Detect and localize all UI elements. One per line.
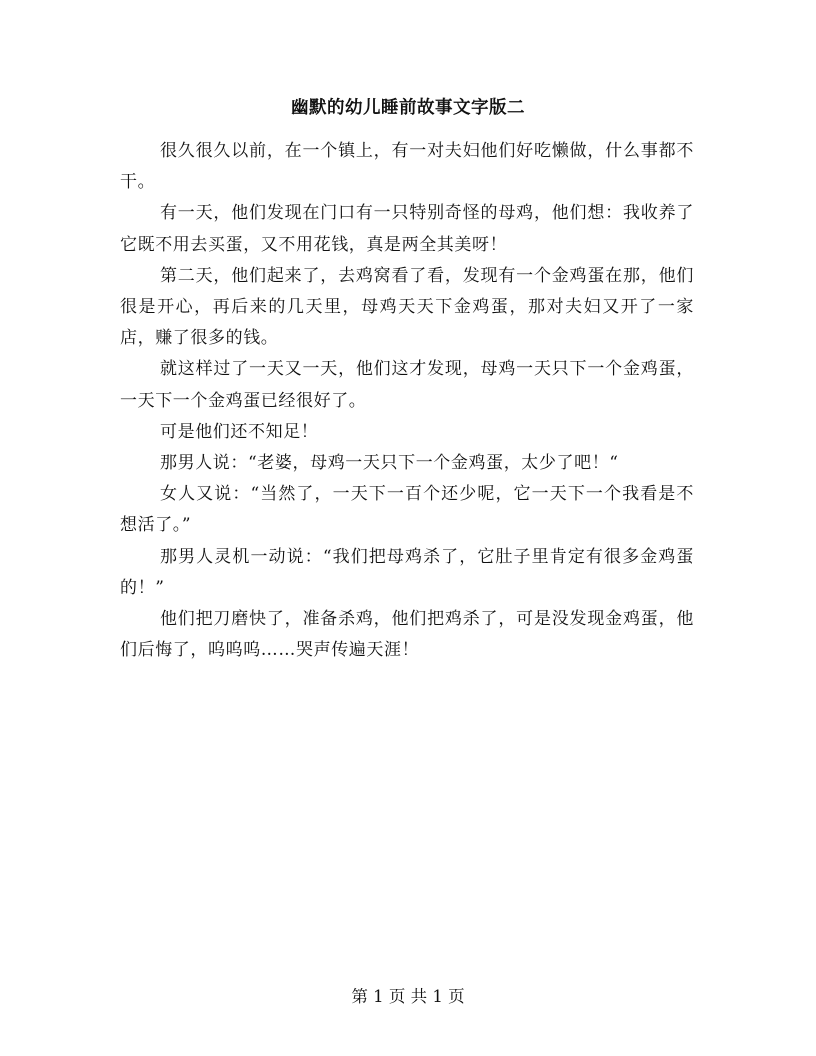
paragraph-3: 第二天，他们起来了，去鸡窝看了看，发现有一个金鸡蛋在那，他们很是开心，再后来的几天里，母鸡天天下金鸡蛋，那对夫妇又开了一家店，赚了很多的钱。 [120, 265, 694, 349]
page-footer [0, 985, 816, 1009]
paragraph-4: 就这样过了一天又一天，他们这才发现，母鸡一天只下一个金鸡蛋，一天下一个金鸡蛋已经很好了。 [120, 359, 694, 411]
paragraph-1: 很久很久以前，在一个镇上，有一对夫妇他们好吃懒做，什么事都不干。 [120, 141, 694, 193]
page-number: 第 1 页 共 1 页 [351, 987, 465, 1006]
paragraph-7: 女人又说：“当然了，一天下一百个还少呢，它一天下一个我看是不想活了。” [120, 484, 694, 536]
paragraph-5: 可是他们还不知足！ [160, 421, 319, 442]
paragraph-8: 那男人灵机一动说：“我们把母鸡杀了，它肚子里肯定有很多金鸡蛋的！” [120, 546, 694, 598]
document-title: 幽默的幼儿睡前故事文字版二 [291, 98, 525, 118]
paragraph-9: 他们把刀磨快了，准备杀鸡，他们把鸡杀了，可是没发现金鸡蛋，他们后悔了，呜呜呜……哭声传遍天涯！ [120, 609, 694, 661]
paragraph-2: 有一天，他们发现在门口有一只特别奇怪的母鸡，他们想：我收养了它既不用去买蛋，又不用花钱，真是两全其美呀！ [120, 203, 694, 255]
document-body [120, 136, 694, 666]
paragraph-6: 那男人说：“老婆，母鸡一天只下一个金鸡蛋，太少了吧！“ [160, 453, 619, 474]
